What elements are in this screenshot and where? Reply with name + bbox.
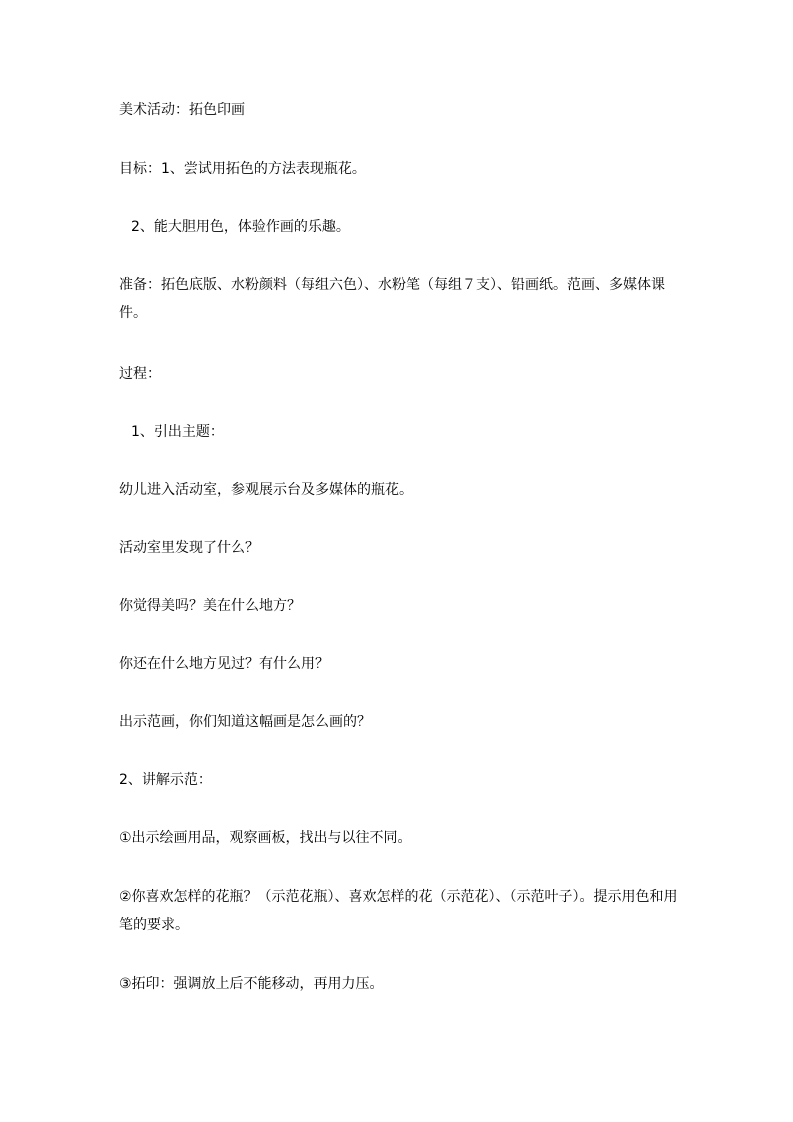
step-2-heading: 2、讲解示范： <box>119 772 212 788</box>
preparation-paragraph: 准备：拓色底版、水粉颜料（每组六色）、水粉笔（每组７支）、铅画纸。范画、多媒体课件。 <box>119 277 665 321</box>
document-title: 美术活动：拓色印画 <box>119 102 245 118</box>
list-item-2: ②你喜欢怎样的花瓶？（示范花瓶）、喜欢怎样的花（示范花）、（示范叶子）。提示用色和用笔的要求。 <box>119 889 678 933</box>
question-4: 出示范画，你们知道这幅画是怎么画的？ <box>119 714 371 730</box>
goal-2: 2、能大胆用色，体验作画的乐趣。 <box>131 219 350 235</box>
goal-1: 目标：1、尝试用拓色的方法表现瓶花。 <box>119 161 366 177</box>
step-1-heading: 1、引出主题： <box>131 424 224 440</box>
list-item-1: ①出示绘画用品，观察画板，找出与以往不同。 <box>119 830 412 846</box>
question-3: 你还在什么地方见过？有什么用？ <box>119 656 329 672</box>
process-label: 过程： <box>119 366 161 382</box>
question-2: 你觉得美吗？美在什么地方？ <box>119 598 301 614</box>
question-1: 活动室里发现了什么？ <box>119 540 259 556</box>
paragraph-visit: 幼儿进入活动室，参观展示台及多媒体的瓶花。 <box>119 482 413 498</box>
list-item-3: ③拓印：强调放上后不能移动，再用力压。 <box>119 976 384 992</box>
